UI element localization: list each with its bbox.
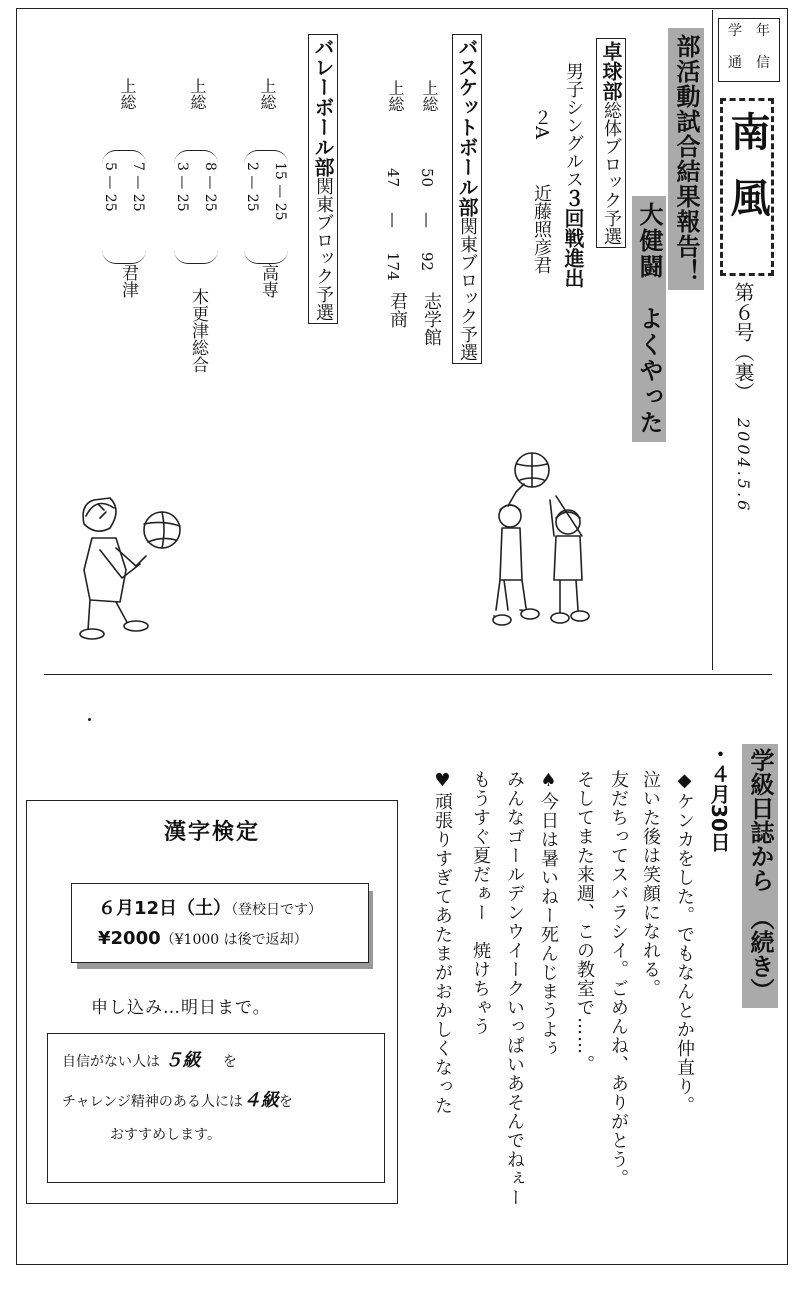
kanji-advice-2-post: を — [278, 1094, 293, 1110]
diary-line: ♠今日は暑いねー死んじまうよぅ — [538, 770, 559, 1058]
volleyball-school: 上総 — [188, 78, 207, 110]
results-subheadline: 大健闘 よくやった — [632, 196, 666, 442]
newsletter-title-box — [720, 98, 774, 276]
kanji-date: ６月12日（土） — [98, 898, 232, 919]
kanji-advice-2-pre: チャレンジ精神のある人には — [62, 1094, 243, 1110]
diary-title-text: 学級日誌から — [746, 748, 774, 892]
diary-line: もうすぐ夏だぁー 焼けちゃう — [470, 770, 491, 1036]
basketball-opp-score: 92 — [418, 252, 436, 272]
kanji-date-line — [98, 894, 322, 920]
volleyball-set: 2 — 25 — [244, 162, 260, 212]
volleyball-set: 8 — 25 — [202, 162, 218, 212]
basketball-school: 上総 — [386, 80, 405, 112]
issue-date: 2004.5.6 — [734, 418, 753, 514]
table-tennis-club: 卓球部 — [599, 41, 623, 101]
basketball-header — [452, 34, 482, 364]
basketball-tournament: 関東ブロック予選 — [457, 217, 478, 361]
volleyball-opponent: 君津 — [118, 264, 138, 298]
kanji-advice-1-level: ５級 — [164, 1050, 201, 1071]
table-tennis-event-line — [560, 62, 586, 288]
kanji-advice-3: おすすめします。 — [110, 1127, 222, 1143]
series-char: 年 — [756, 23, 770, 39]
volleyball-school: 上総 — [258, 78, 277, 110]
volleyball-header — [308, 34, 338, 324]
table-tennis-player-class: ２A — [531, 108, 552, 139]
kanji-exam-box — [26, 800, 398, 1204]
basketball-dash: — — [418, 212, 437, 228]
table-tennis-tournament: 総体ブロック予選 — [601, 101, 622, 245]
kanji-advice-line — [62, 1046, 237, 1072]
masthead — [712, 10, 782, 670]
kanji-advice-2-level: ４級 — [242, 1090, 279, 1111]
kanji-deadline: 申し込み…明日まで。 — [91, 998, 271, 1018]
volleyball-club: バレーボール部 — [311, 37, 335, 177]
table-tennis-result: ３回戦進出 — [561, 188, 585, 288]
issue-number: 第６号（裏） — [731, 282, 755, 402]
diary-title — [742, 744, 778, 1008]
kanji-exam-info-box — [71, 883, 369, 963]
diary-date-bullet: ・ — [707, 744, 731, 764]
kanji-exam-title: 漢字検定 — [163, 820, 260, 845]
diary-line: みんなゴールデンウイークいっぱいあそんでねぇー — [504, 770, 525, 1207]
diary-date: ４月30日 — [707, 764, 731, 852]
volleyball-girl-illustration — [70, 490, 200, 650]
diary-line: ◆ケンカをした。でもなんとか仲直り。 — [674, 770, 695, 1115]
diary-date-line — [704, 744, 734, 852]
basketball-opponent: 君商 — [387, 292, 408, 328]
basketball-club: バスケットボール部 — [455, 37, 479, 217]
volleyball-set: 3 — 25 — [174, 162, 190, 212]
kanji-advice-box — [47, 1033, 385, 1183]
section-divider — [44, 674, 772, 675]
volleyball-school: 上総 — [118, 78, 137, 110]
volleyball-tournament: 関東ブロック予選 — [313, 177, 334, 321]
diary-line: 友だちってスバラシイ。ごめんね、ありがとう。 — [608, 770, 629, 1188]
basketball-school: 上総 — [420, 80, 439, 112]
kanji-fee: ¥2000 — [98, 928, 161, 949]
basketball-players-illustration — [470, 440, 610, 650]
kanji-advice-1-pre: 自信がない人は — [62, 1054, 160, 1070]
series-char: 信 — [756, 55, 770, 71]
diary-line: ♥頑張りすぎてあたまがおかしくなった — [432, 770, 453, 1115]
series-box — [718, 18, 780, 82]
diary-line: そしてまた来週、この教室で……。 — [574, 770, 595, 1074]
kanji-advice-line — [62, 1086, 293, 1112]
series-char: 学 — [728, 23, 742, 39]
diary-line: 泣いた後は笑顔になれる。 — [640, 770, 661, 998]
newsletter-title: 南風 — [724, 111, 770, 243]
table-tennis-header — [596, 38, 626, 248]
kanji-fee-note: （¥1000 は後で返却） — [160, 932, 308, 948]
table-tennis-event: 男子シングルス — [563, 62, 584, 188]
basketball-opponent: 志学館 — [421, 292, 442, 346]
volleyball-set: 15 — 25 — [272, 162, 288, 221]
basketball-dash: — — [384, 212, 403, 228]
volleyball-set: 7 — 25 — [130, 162, 146, 212]
basketball-score: 47 — [384, 168, 402, 188]
volleyball-opponent: 木更津総合 — [188, 288, 208, 373]
kanji-advice-1-post: を — [222, 1054, 237, 1070]
divider-dot — [88, 718, 91, 721]
kanji-fee-line — [98, 928, 308, 949]
diary-continued: （続き） — [746, 906, 774, 1002]
volleyball-opponent: 高専 — [258, 264, 278, 298]
table-tennis-player-name: 近藤照彦君 — [531, 184, 552, 274]
kanji-date-note: （登校日です） — [231, 902, 323, 918]
series-char: 通 — [728, 55, 742, 71]
volleyball-set: 5 — 25 — [102, 162, 118, 212]
basketball-score: 50 — [418, 168, 436, 188]
results-headline: 部活動試合結果報告！ — [668, 28, 704, 290]
basketball-opp-score: 174 — [384, 252, 402, 281]
